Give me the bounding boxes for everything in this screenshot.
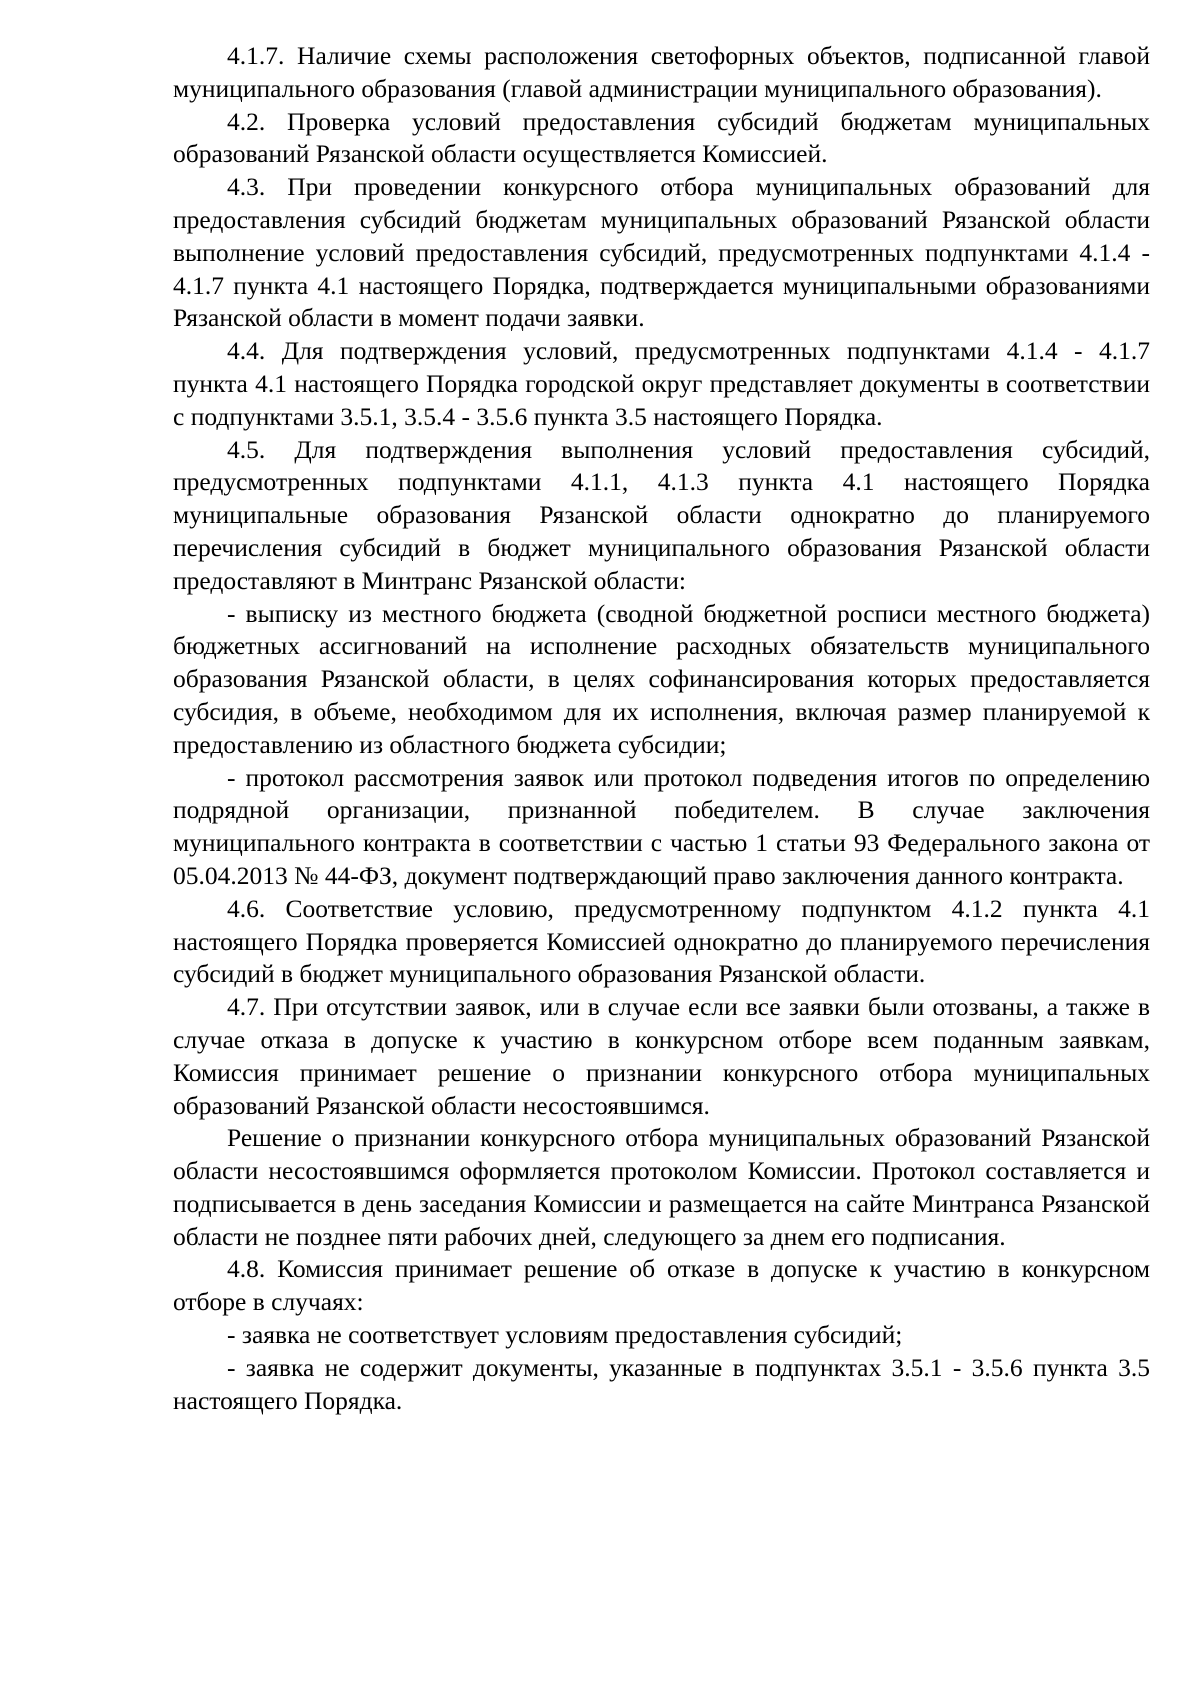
paragraph-4-3: 4.3. При проведении конкурсного отбора муниципальных образований для предоставления субсидий бюджетам муниципальных образований Рязанской области выполнение условий предоставления субсидий, предусмотренных подпунктами 4.1.4 - 4.1.7 пункта 4.1 настоящего Порядка, подтверждается муниципальными образованиями Рязанской области в момент подачи заявки. <box>173 172 1150 333</box>
document-page <box>173 40 1150 1417</box>
list-item-protocol: - протокол рассмотрения заявок или протокол подведения итогов по определению подрядной организации, признанной победителем. В случае заключения муниципального контракта в соответствии с частью 1 статьи 93 Федерального закона от 05.04.2013 № 44-ФЗ, документ подтверждающий право заключения данного контракта. <box>173 762 1150 890</box>
paragraph-4-7: 4.7. При отсутствии заявок, или в случае если все заявки были отозваны, а также в случае отказа в допуске к участию в конкурсном отборе всем поданным заявкам, Комиссия принимает решение о признании конкурсного отбора муниципальных образований Рязанской области несостоявшимся. <box>173 992 1150 1120</box>
paragraph-4-4: 4.4. Для подтверждения условий, предусмотренных подпунктами 4.1.4 - 4.1.7 пункта 4.1 настоящего Порядка городской округ представляет документы в соответствии с подпунктами 3.5.1, 3.5.4 - 3.5.6 пункта 3.5 настоящего Порядка. <box>173 336 1150 431</box>
list-item-nonconforming: - заявка не соответствует условиям предоставления субсидий; <box>227 1320 903 1350</box>
paragraph-4-2: 4.2. Проверка условий предоставления субсидий бюджетам муниципальных образований Рязанской области осуществляется Комиссией. <box>173 106 1150 169</box>
paragraph-4-6: 4.6. Соответствие условию, предусмотренному подпунктом 4.1.2 пункта 4.1 настоящего Порядка проверяется Комиссией однократно до планируемого перечисления субсидий в бюджет муниципального образования Рязанской области. <box>173 893 1150 989</box>
paragraph-4-1-7: 4.1.7. Наличие схемы расположения светофорных объектов, подписанной главой муниципального образования (главой администрации муниципального образования). <box>173 41 1150 103</box>
paragraph-4-8: 4.8. Комиссия принимает решение об отказе в допуске к участию в конкурсном отборе в случаях: <box>173 1254 1150 1317</box>
list-item-missing-documents: - заявка не содержит документы, указанные в подпунктах 3.5.1 - 3.5.6 пункта 3.5 настоящего Порядка. <box>173 1352 1150 1415</box>
list-item-budget-extract: - выписку из местного бюджета (сводной бюджетной росписи местного бюджета) бюджетных ассигнований на исполнение расходных обязательств муниципального образования Рязанской области, в целях софинансирования которых предоставляется субсидия, в объеме, необходимом для их исполнения, включая размер планируемой к предоставлению из областного бюджета субсидии; <box>173 598 1150 759</box>
paragraph-decision: Решение о признании конкурсного отбора муниципальных образований Рязанской области несостоявшимся оформляется протоколом Комиссии. Протокол составляется и подписывается в день заседания Комиссии и размещается на сайте Минтранса Рязанской области не позднее пяти рабочих дней, следующего за днем его подписания. <box>173 1123 1150 1251</box>
paragraph-4-5: 4.5. Для подтверждения выполнения условий предоставления субсидий, предусмотренных подпунктами 4.1.1, 4.1.3 пункта 4.1 настоящего Порядка муниципальные образования Рязанской области однократно до планируемого перечисления субсидий в бюджет муниципального образования Рязанской области предоставляют в Минтранс Рязанской области: <box>173 434 1150 595</box>
